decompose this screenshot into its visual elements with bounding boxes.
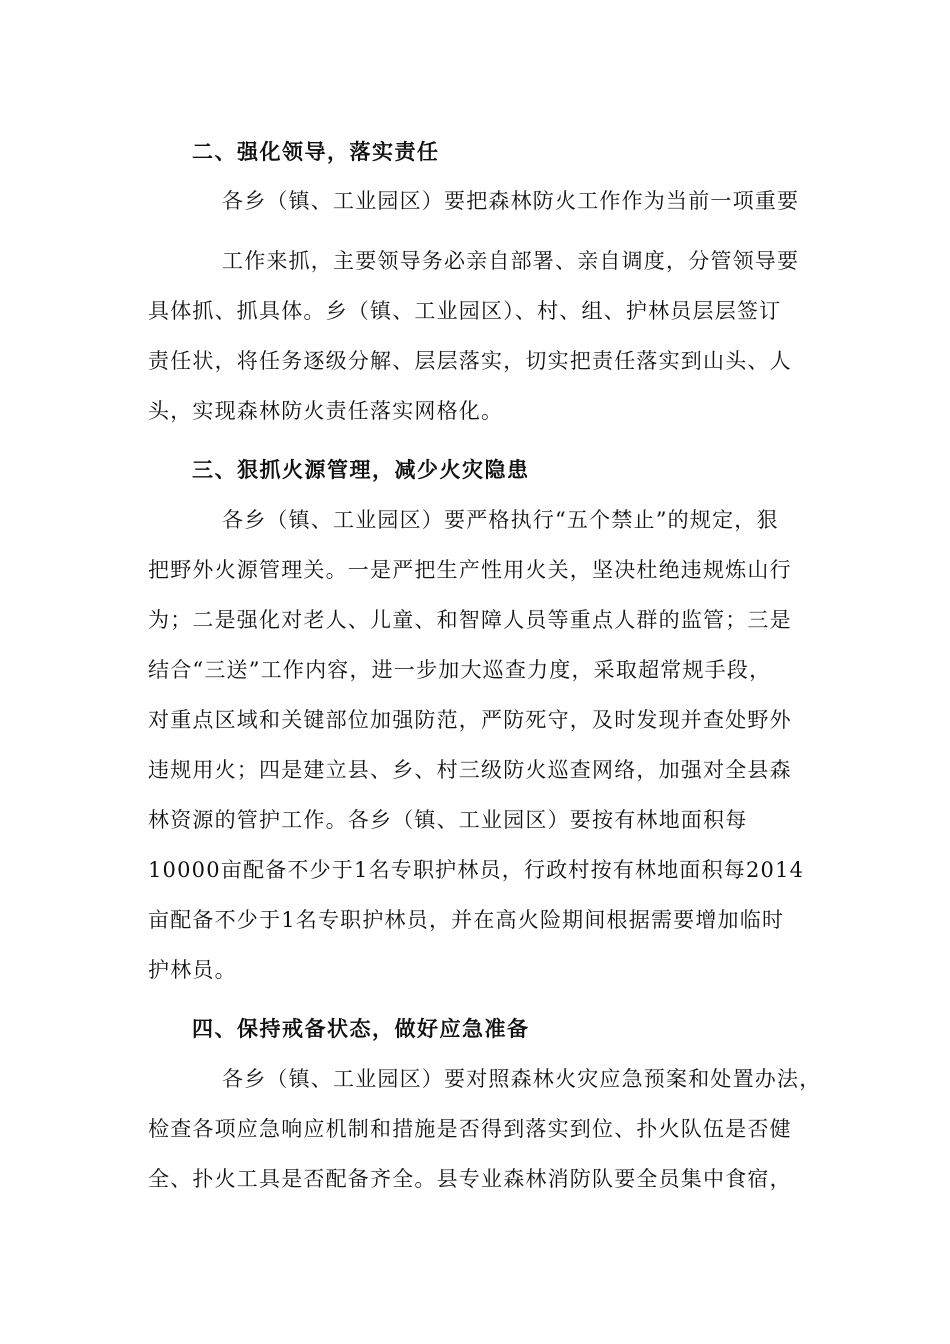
section-heading: 四、保持戒备状态，做好应急准备 — [192, 1017, 530, 1041]
paragraph-line: 林资源的管护工作。各乡（镇、工业园区）要按有林地面积每 — [148, 808, 748, 832]
section-heading: 二、强化领导，落实责任 — [192, 140, 440, 164]
paragraph-line: 违规用火；四是建立县、乡、村三级防火巡查网络，加强对全县森 — [148, 758, 792, 782]
paragraph-line: 结合“三送”工作内容，进一步加大巡查力度，采取超常规手段， — [148, 658, 772, 682]
paragraph-line: 工作来抓，主要领导务必亲自部署、亲自调度，分管领导要 — [222, 249, 800, 273]
paragraph-line: 各乡（镇、工业园区）要对照森林火灾应急预案和处置办法， — [222, 1067, 822, 1091]
paragraph-line: 各乡（镇、工业园区）要把森林防火工作作为当前一项重要 — [222, 189, 800, 213]
paragraph-line: 把野外火源管理关。一是严把生产性用火关，坚决杜绝违规炼山行 — [148, 558, 792, 582]
paragraph-line: 各乡（镇、工业园区）要严格执行“五个禁止”的规定，狠 — [222, 508, 779, 532]
paragraph-line: 头，实现森林防火责任落实网格化。 — [148, 399, 504, 423]
paragraph-line: 亩配备不少于1名专职护林员，并在高火险期间根据需要增加临时 — [148, 908, 785, 932]
paragraph-line: 具体抓、抓具体。乡（镇、工业园区）、村、组、护林员层层签订 — [148, 299, 782, 323]
paragraph-line: 对重点区域和关键部位加强防范，严防死守，及时发现并查处野外 — [148, 708, 792, 732]
paragraph-line: 为；二是强化对老人、儿童、和智障人员等重点人群的监管；三是 — [148, 608, 792, 632]
paragraph-line: 全、扑火工具是否配备齐全。县专业森林消防队要全员集中食宿， — [148, 1167, 792, 1191]
paragraph-line: 检查各项应急响应机制和措施是否得到落实到位、扑火队伍是否健 — [148, 1117, 792, 1141]
paragraph-line: 责任状，将任务逐级分解、层层落实，切实把责任落实到山头、人 — [148, 349, 792, 373]
section-heading: 三、狠抓火源管理，减少火灾隐患 — [192, 458, 530, 482]
paragraph-line: 护林员。 — [148, 958, 237, 982]
paragraph-line: 10000亩配备不少于1名专职护林员，行政村按有林地面积每2014 — [148, 858, 805, 882]
